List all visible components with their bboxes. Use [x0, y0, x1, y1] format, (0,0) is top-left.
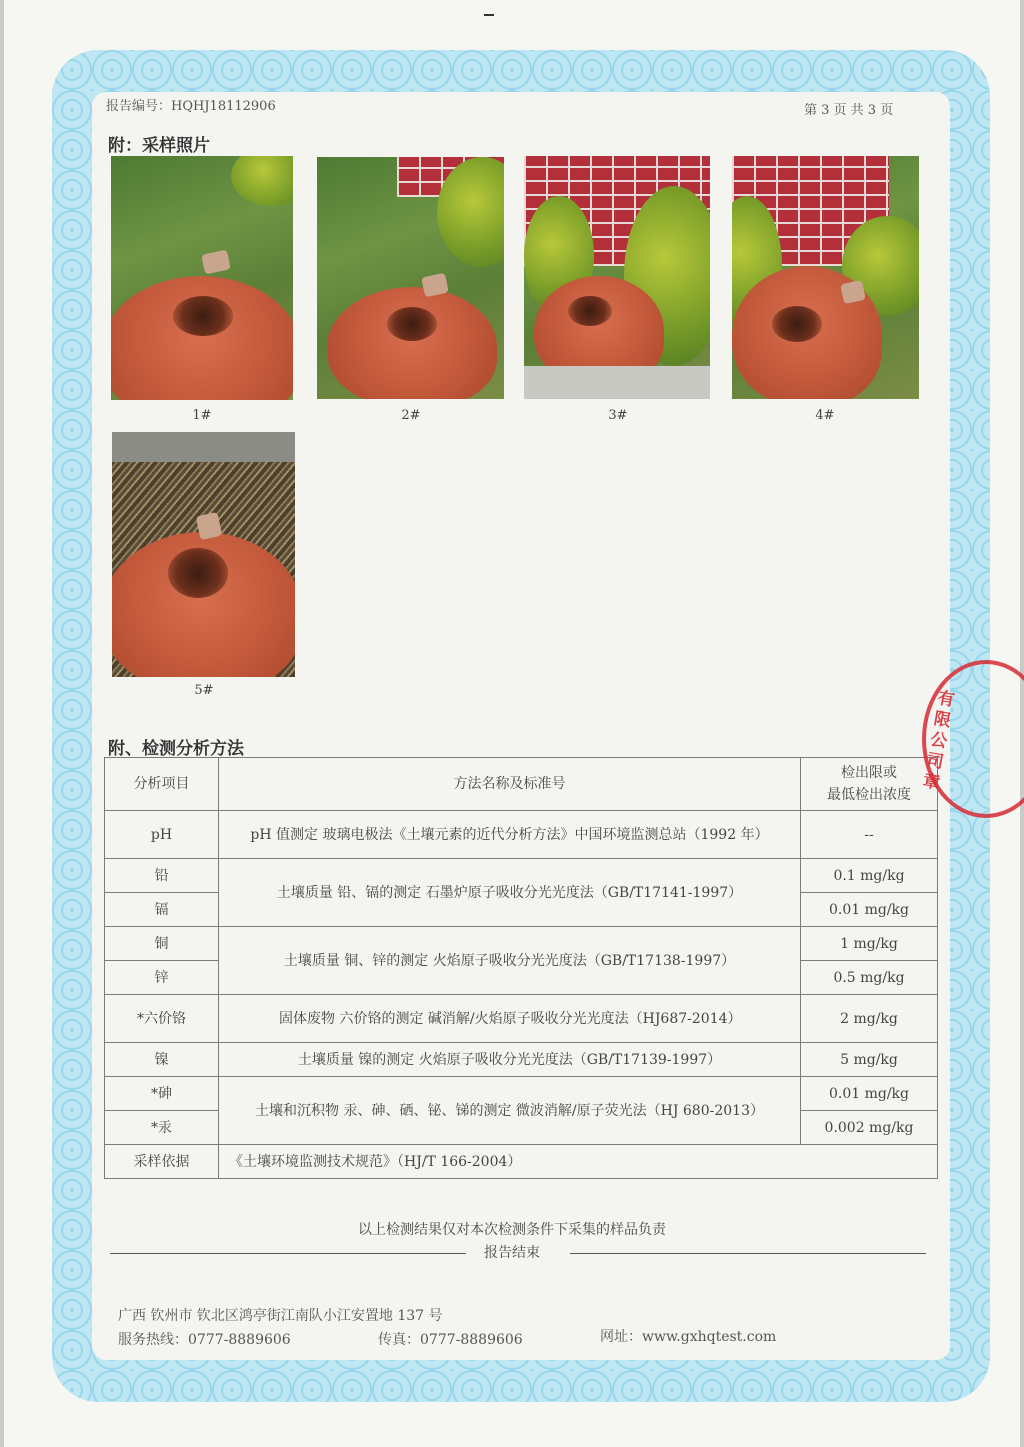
- column-header-method: 方法名称及标准号: [219, 758, 801, 811]
- method-cell: 土壤质量 铅、镉的测定 石墨炉原子吸收分光光度法（GB/T17141-1997）: [219, 859, 801, 927]
- limit-cell: 1 mg/kg: [801, 927, 938, 961]
- item-cell: 采样依据: [105, 1145, 219, 1179]
- method-cell: 《土壤环境监测技术规范》（HJ/T 166-2004）: [219, 1145, 938, 1179]
- report-number: 报告编号：HQHJ18112906: [106, 99, 276, 114]
- method-cell: 土壤和沉积物 汞、砷、硒、铋、锑的测定 微波消解/原子荧光法（HJ 680-2013）: [219, 1077, 801, 1145]
- item-cell: *汞: [105, 1111, 219, 1145]
- item-cell: 镍: [105, 1043, 219, 1077]
- item-cell: 镉: [105, 893, 219, 927]
- method-cell: pH 值测定 玻璃电极法《土壤元素的近代分析方法》中国环境监测总站（1992 年）: [219, 811, 801, 859]
- table-row-sampling: [105, 1145, 938, 1179]
- table-row-ph: [105, 811, 938, 859]
- limit-cell: 0.01 mg/kg: [801, 893, 938, 927]
- photo-caption-5: 5#: [194, 683, 214, 698]
- photo-caption-2: 2#: [401, 408, 421, 423]
- report-end-label: 报告结束: [484, 1245, 540, 1261]
- table-row-arsenic: [105, 1077, 938, 1111]
- item-cell: 铅: [105, 859, 219, 893]
- table-row-chromium6: [105, 995, 938, 1043]
- sample-photo-5: [112, 432, 295, 677]
- item-cell: *六价铬: [105, 995, 219, 1043]
- limit-cell: 0.01 mg/kg: [801, 1077, 938, 1111]
- sample-photo-2: [317, 157, 504, 399]
- table-row-lead: [105, 859, 938, 893]
- service-hotline: 服务热线：0777-8889606: [118, 1332, 291, 1348]
- disclaimer-text: 以上检测结果仅对本次检测条件下采集的样品负责: [358, 1222, 666, 1238]
- table-row-nickel: [105, 1043, 938, 1077]
- item-cell: 铜: [105, 927, 219, 961]
- limit-cell: --: [801, 811, 938, 859]
- sample-photo-1: [111, 156, 293, 400]
- methods-table: [104, 757, 938, 1179]
- limit-cell: 5 mg/kg: [801, 1043, 938, 1077]
- photo-caption-1: 1#: [192, 408, 212, 423]
- fax-number: 传真：0777-8889606: [378, 1332, 523, 1348]
- item-cell: pH: [105, 811, 219, 859]
- website-link[interactable]: 网址：www.gxhqtest.com: [600, 1329, 777, 1345]
- item-cell: *砷: [105, 1077, 219, 1111]
- photo-caption-3: 3#: [608, 408, 628, 423]
- limit-cell: 0.002 mg/kg: [801, 1111, 938, 1145]
- table-row-copper: [105, 927, 938, 961]
- photo-caption-4: 4#: [815, 408, 835, 423]
- page-indicator: 第 3 页 共 3 页: [804, 103, 894, 118]
- staple-mark: [484, 14, 494, 16]
- column-header-limit: 检出限或 最低检出浓度: [801, 758, 938, 811]
- column-header-item: 分析项目: [105, 758, 219, 811]
- method-cell: 土壤质量 铜、锌的测定 火焰原子吸收分光光度法（GB/T17138-1997）: [219, 927, 801, 995]
- sample-photo-3: [524, 156, 710, 399]
- sample-photo-4: [732, 156, 919, 399]
- methods-heading: 附、检测分析方法: [108, 739, 244, 759]
- limit-cell: 0.1 mg/kg: [801, 859, 938, 893]
- limit-cell: 2 mg/kg: [801, 995, 938, 1043]
- photos-heading: 附：采样照片: [108, 136, 210, 156]
- company-address: 广西 钦州市 钦北区鸿亭街江南队小江安置地 137 号: [118, 1308, 443, 1324]
- method-cell: 固体废物 六价铬的测定 碱消解/火焰原子吸收分光光度法（HJ687-2014）: [219, 995, 801, 1043]
- table-header-row: [105, 758, 938, 811]
- seal-text: 有限公司章: [921, 688, 957, 794]
- method-cell: 土壤质量 镍的测定 火焰原子吸收分光光度法（GB/T17139-1997）: [219, 1043, 801, 1077]
- item-cell: 锌: [105, 961, 219, 995]
- limit-cell: 0.5 mg/kg: [801, 961, 938, 995]
